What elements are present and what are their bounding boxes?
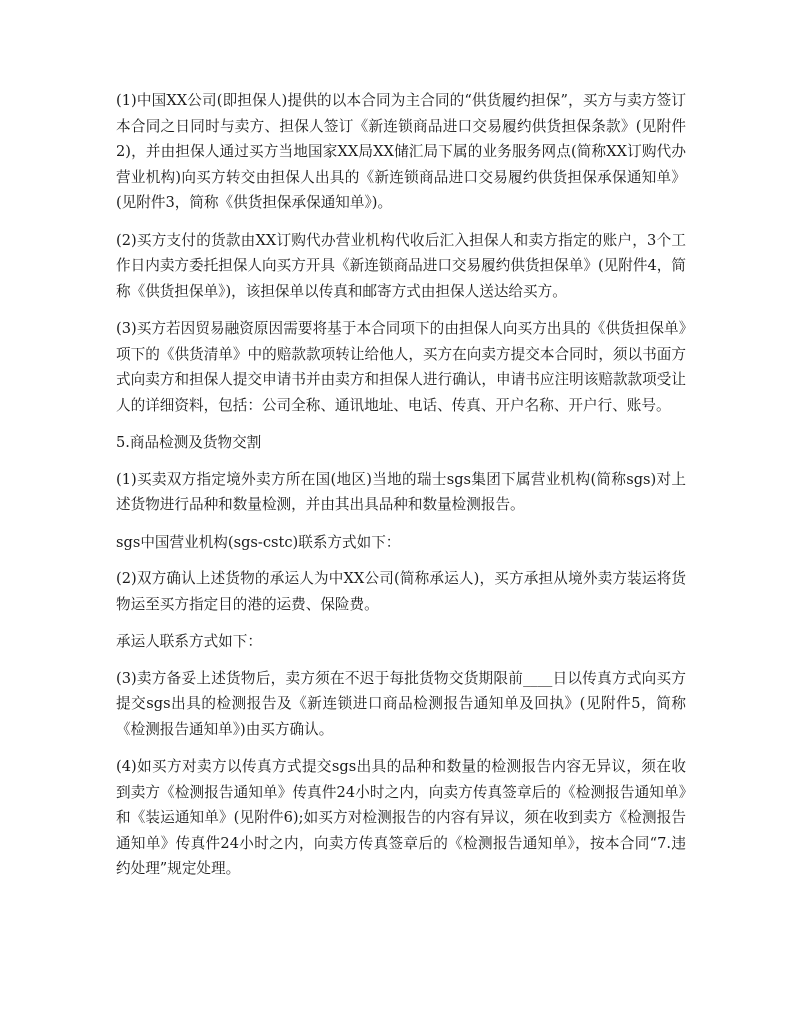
paragraph-guarantee-clause-1: (1)中国XX公司(即担保人)提供的以本合同为主合同的“供货履约担保”，买方与卖方签订本合同之日同时与卖方、担保人签订《新连锁商品进口交易履约供货担保条款》(见附件2)，并由担保人通过买方当地国家XX局XX储汇局下属的业务服务网点(简称XX订购代办营业机构)向买方转交由担保人出具的《新连锁商品进口交易履约供货担保承保通知单》(见附件3，简称《供货担保承保通知单》)。	[116, 92, 686, 211]
paragraph-guarantee-clause-2: (2)买方支付的货款由XX订购代办营业机构代收后汇入担保人和卖方指定的账户，3个工作日内卖方委托担保人向买方开具《新连锁商品进口交易履约供货担保单》(见附件4，简称《供货担保单》)，该担保单以传真和邮寄方式由担保人送达给买方。	[116, 231, 686, 300]
section-heading-inspection: 5.商品检测及货物交割	[116, 434, 262, 451]
paragraph-inspection-clause-1: (1)买卖双方指定境外卖方所在国(地区)当地的瑞士sgs集团下属营业机构(简称sgs)对上述货物进行品种和数量检测，并由其出具品种和数量检测报告。	[116, 470, 686, 513]
paragraph-inspection-clause-2: (2)双方确认上述货物的承运人为中XX公司(简称承运人)，买方承担从境外卖方装运将货物运至买方指定目的港的运费、保险费。	[116, 570, 686, 613]
paragraph-guarantee-clause-3: (3)买方若因贸易融资原因需要将基于本合同项下的由担保人向买方出具的《供货担保单》项下的《供货清单》中的赔款款项转让给他人，买方在向卖方提交本合同时，须以书面方式向卖方和担保人提交申请书并由卖方和担保人进行确认，申请书应注明该赔款款项受让人的详细资料，包括：公司全称、通讯地址、电话、传真、开户名称、开户行、账号。	[116, 320, 686, 414]
paragraph-carrier-contact: 承运人联系方式如下：	[116, 633, 262, 650]
paragraph-inspection-clause-3: (3)卖方备妥上述货物后，卖方须在不迟于每批货物交货期限前____日以传真方式向买方提交sgs出具的检测报告及《新连锁进口商品检测报告通知单及回执》(见附件5，简称《检测报告通知单》)由买方确认。	[116, 669, 686, 738]
paragraph-sgs-contact: sgs中国营业机构(sgs-cstc)联系方式如下：	[116, 533, 401, 551]
paragraph-inspection-clause-4: (4)如买方对卖方以传真方式提交sgs出具的品种和数量的检测报告内容无异议，须在收到卖方《检测报告通知单》传真件24小时之内，向卖方传真签章后的《检测报告通知单》和《装运通知单》(见附件6);如买方对检测报告的内容有异议，须在收到卖方《检测报告通知单》传真件24小时之内，向卖方传真签章后的《检测报告通知单》，按本合同“7.违约处理”规定处理。	[116, 758, 686, 877]
